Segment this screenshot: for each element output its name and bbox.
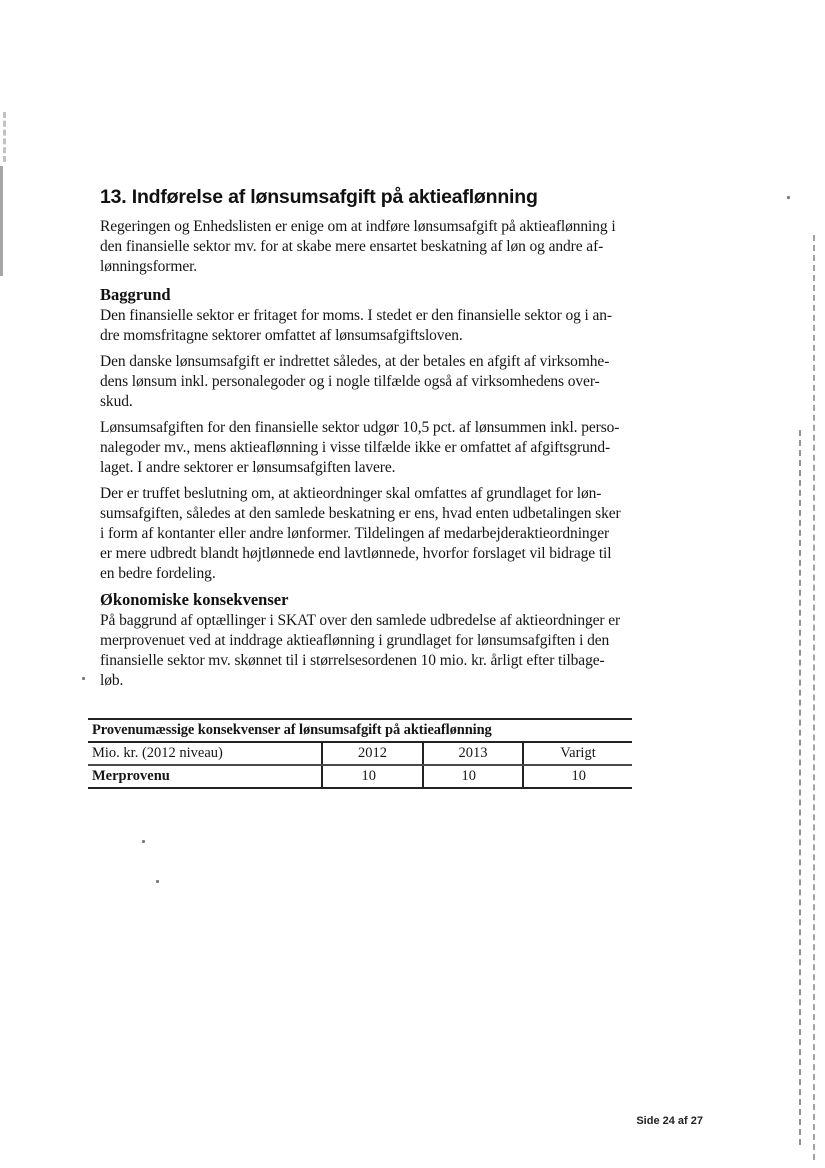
section-heading-okonomiske-konsekvenser: Økonomiske konsekvenser [100, 590, 289, 609]
scan-artifact-left-bar [0, 166, 3, 276]
table-header-2013: 2013 [423, 742, 523, 765]
scan-artifact-left-dashes [3, 112, 6, 162]
scan-artifact-speck [156, 880, 159, 883]
paragraph: På baggrund af optællinger i SKAT over den samlede udbredelse af aktieordninger er merprovenuet ved at inddrage aktieaflønning i grundlaget for lønsumsafgiften i den finansielle sektor mv. skønnet til i størrelsesordenen 10 mio. kr. årligt efter tilbage- løb. [100, 612, 621, 689]
page-number: Side 24 af 27 [636, 1115, 703, 1127]
paragraph: Lønsumsafgiften for den finansielle sektor udgør 10,5 pct. af lønsummen inkl. perso- nalegoder mv., mens aktieaflønning i visse tilfælde ikke er omfattet af afgiftsgrund- laget. I andre sektorer er lønsumsafgiften lavere. [100, 419, 620, 476]
table-row-label: Merprovenu [92, 768, 170, 784]
page-title: 13. Indførelse af lønsumsafgift på aktieaflønning [100, 186, 538, 208]
scan-artifact-speck [142, 840, 145, 843]
table-header-row [88, 742, 632, 765]
table-header-unit: Mio. kr. (2012 niveau) [88, 742, 322, 765]
table-title: Provenumæssige konsekvenser af lønsumsafgift på aktieaflønning [88, 719, 632, 742]
provenue-table [88, 718, 632, 789]
scan-artifact-speck [82, 677, 85, 680]
paragraph: Den finansielle sektor er fritaget for moms. I stedet er den finansielle sektor og i an- dre momsfritagne sektorer omfattet af lønsumsafgiftsloven. [100, 307, 612, 344]
scan-artifact-right-dashed-line [799, 430, 801, 1145]
section-heading-baggrund: Baggrund [100, 285, 171, 304]
scan-artifact-right-dashed-line [813, 235, 815, 1160]
table-row-merprovenu [88, 765, 632, 788]
table-title-row [88, 719, 632, 742]
intro-paragraph: Regeringen og Enhedslisten er enige om at indføre lønsumsafgift på aktieaflønning i den finansielle sektor mv. for at skabe mere ensartet beskatning af løn og andre af- lønningsformer. [100, 218, 616, 275]
table-header-varigt: Varigt [523, 742, 632, 765]
scan-artifact-speck [787, 196, 790, 199]
paragraph: Der er truffet beslutning om, at aktieordninger skal omfattes af grundlaget for løn- sumsafgiften, således at den samlede beskatning er ens, hvad enten udbetalingen sker i form af kontanter eller andre lønformer. Tildelingen af medarbejderaktieordninger er mere udbredt blandt højtlønnede end lavtlønnede, hvorfor forslaget vil bidrage til en bedre fordeling. [100, 485, 621, 582]
paragraph: Den danske lønsumsafgift er indrettet således, at der betales en afgift af virksomhe- dens lønsum inkl. personalegoder og i nogle tilfælde også af virksomhedens over- skud. [100, 353, 610, 410]
table-value-2012: 10 [322, 765, 423, 788]
table-value-2013: 10 [423, 765, 523, 788]
table-value-varigt: 10 [523, 765, 632, 788]
document-content [92, 186, 645, 789]
table-header-2012: 2012 [322, 742, 423, 765]
